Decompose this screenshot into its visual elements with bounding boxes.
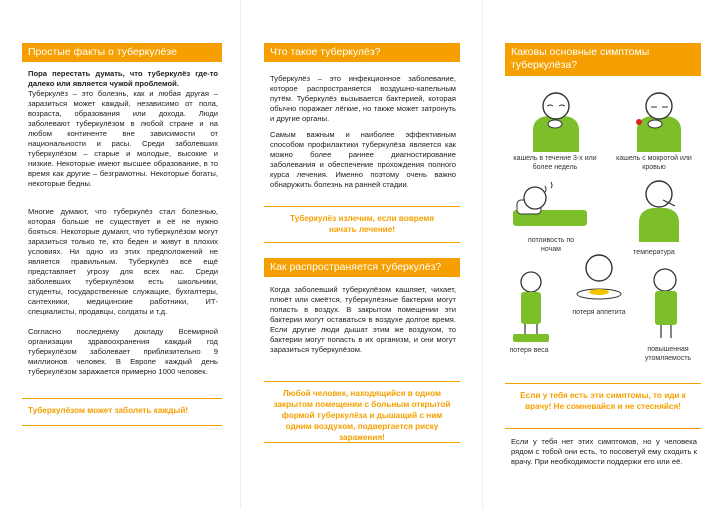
fold-line-2 (482, 0, 483, 509)
appetite-figure-icon (571, 252, 627, 304)
symptoms-paragraph-1: Если у тебя нет этих симптомов, но у человека рядом с тобой они есть, то посоветуй ему сходить к врачу. При необходимости поддержи его или её. (511, 437, 697, 466)
facts-callout: Туберкулёзом может заболеть каждый! (28, 406, 189, 415)
facts-paragraph-1: Туберкулёз – это болезнь, как и любая другая – заразиться может каждый, независимо от пола, возраста, образования или дохода. Люди заболевают туберкулёзом в любой стране и на любом континенте вне зависимости от национальности и расы. Среди заболевших туберкулёзом – старые и молодые, высокие и низкие. Некоторые имеют высшее образование, в то время как другие – безграмотны. Некоторые богаты, некоторые бедны. (28, 89, 218, 188)
symptoms-rule-top (505, 383, 701, 384)
what-rule-top (264, 206, 460, 207)
symptom-caption-7: повышенная утомляемость (644, 346, 692, 362)
what-paragraph-1: Туберкулёз – это инфекционное заболевание, которое распространяется воздушно-капельным путём. Туберкулёз вызывается бактерией, которая обычно поражает лёгкие, но также может затронуть и другие органы. (270, 74, 456, 123)
what-paragraph-2: Самым важным и наиболее эффективным способом профилактики туберкулёза является как можно более раннее диагностирование заболевания и обеспечение прохождения полного курса лечения. Именно поэтому очень важно обнаружить болезнь на ранней стадии. (270, 130, 456, 189)
spread-paragraph-1: Когда заболевший туберкулёзом кашляет, чихает, плюёт или смеётся, туберкулёзные бактерии могут попасть в воздух. В закрытом помещении эти бактерии могут оставаться в воздухе долгое время. Если другие люди дышат этим же воздухом, то бактерии могут попасть в их организм, и они могут заразиться туберкулёзом. (270, 285, 456, 354)
facts-rule-top (22, 398, 222, 399)
spread-title: Как распространяется туберкулёз? (264, 258, 460, 277)
column-symptoms (505, 0, 701, 509)
symptom-caption-2: кашель с мокротой или кровью (616, 155, 692, 171)
cough-figure-icon (525, 92, 587, 152)
symptom-caption-1: кашель в течение 3-х или более недель (513, 155, 597, 171)
fatigue-figure-icon (647, 266, 687, 340)
what-rule-bottom (264, 242, 460, 243)
weight-loss-figure-icon (511, 270, 551, 342)
spread-callout: Любой человек, находящийся в одном закрытом помещении с больным открытой формой туберкулёза и дышащий с ним одним воздухом, подвергается риску заражения! (273, 389, 451, 442)
column-what (264, 0, 460, 509)
symptom-caption-3: потливость по ночам (527, 237, 575, 253)
what-callout: Туберкулёз излечим, если вовремя начать лечение! (289, 214, 435, 234)
what-title: Что такое туберкулёз? (264, 43, 460, 62)
symptoms-title: Каковы основные симптомы туберкулёза? (505, 43, 701, 76)
fold-line-1 (240, 0, 241, 509)
facts-paragraph-2: Многие думают, что туберкулёз стал болезнью, которая больше не существует и её не нужно бояться. Некоторые думают, что туберкулёзом могут заразиться только те, кто беден и живут в плохих условиях. Ни одно из этих предположений не является правильным. Туберкулёз всё ещё представляет угрозу для всех нас. Среди заболевших туберкулёзом есть школьники, студенты, государственные служащие, бухгалтеры, сантехники, медицинские работники, ИТ-специалисты, продавцы, солдаты и т.д. (28, 207, 218, 316)
facts-title: Простые факты о туберкулёзе (22, 43, 222, 62)
spread-rule-bottom (264, 442, 460, 443)
facts-rule-bottom (22, 425, 222, 426)
facts-paragraph-3: Согласно последнему докладу Всемирной организации здравоохранения каждый год туберкулёзом заболевает приблизительно 9 миллионов человек. В Европе каждый день туберкулёзом заражается примерно 1000 человек. (28, 327, 218, 376)
symptoms-rule-bottom (505, 428, 701, 429)
cough-blood-figure-icon (631, 92, 687, 152)
symptom-caption-4: температура (633, 249, 675, 256)
facts-lead: Пора перестать думать, что туберкулёз где-то далеко или является чужой проблемой. (28, 69, 218, 88)
symptoms-callout: Если у тебя есть эти симптомы, то иди к врачу! Не сомневайся и не стесняйся! (520, 391, 686, 411)
fever-figure-icon (633, 176, 685, 242)
symptom-caption-5: потеря аппетита (572, 309, 626, 316)
column-facts (22, 0, 222, 509)
night-sweat-figure-icon (513, 176, 587, 232)
symptom-caption-6: потеря веса (509, 347, 549, 354)
spread-rule-top (264, 381, 460, 382)
